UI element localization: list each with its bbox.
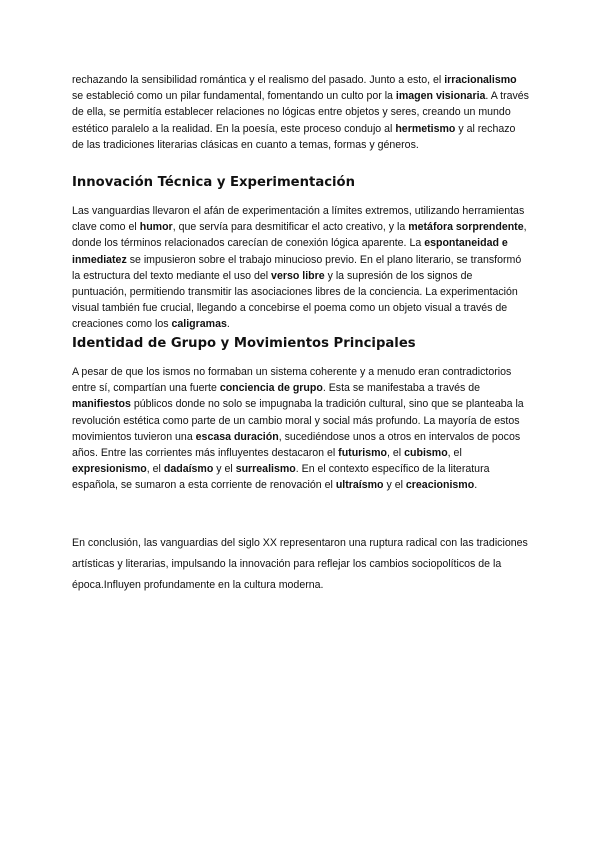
bold-term: escasa duración xyxy=(195,430,279,443)
bold-term: conciencia de grupo xyxy=(219,382,323,395)
paragraph-innovation: Las vanguardias llevaron el afán de experimentación a límites extremos, utilizando herramientas clave como el humor, que servía para desmitificar el acto creativo, y la metáfora sorprendente, donde los términos relacionados carecían de conexión lógica aparente. La espontaneidad e inmediatez se impusieron sobre el trabajo minucioso previo. En el plano literario, se transformó la estructura del texto mediante el uso del verso libre y la supresión de los signos de puntuación, permitiendo transmitir las asociaciones libres de la conciencia. La experimentación visual también fue crucial, llegando a concebirse el poema como un objeto visual a través de creaciones como los caligramas. xyxy=(72,205,527,331)
bold-term: dadaísmo xyxy=(163,463,214,476)
paragraph-intro-continuation: rechazando la sensibilidad romántica y el realismo del pasado. Junto a esto, el irracionalismo se estableció como un pilar fundamental, fomentando un culto por la imagen visionaria. A través de ella, se permitía establecer relaciones no lógicas entre objetos y seres, creando un mundo estético paralelo a la realidad. En la poesía, este proceso condujo al hermetismo y al rechazo de las tradiciones literarias clásicas en cuanto a temas, formas y géneros. xyxy=(72,74,529,151)
heading-innovation: Innovación Técnica y Experimentación xyxy=(72,175,356,190)
bold-term: irracionalismo xyxy=(444,74,517,86)
bold-term: cubismo xyxy=(404,447,448,460)
bold-term: espontaneidad e inmediatez xyxy=(72,237,508,266)
bold-term: surrealismo xyxy=(235,463,296,476)
bold-term: metáfora sorprendente xyxy=(408,221,524,234)
heading-identity: Identidad de Grupo y Movimientos Principales xyxy=(72,336,416,351)
bold-term: caligramas xyxy=(171,318,227,331)
bold-term: humor xyxy=(139,221,173,234)
bold-term: hermetismo xyxy=(395,122,456,135)
bold-term: manifiestos xyxy=(72,398,131,411)
bold-term: creacionismo xyxy=(405,479,475,492)
bold-term: verso libre xyxy=(271,269,325,282)
paragraph-conclusion: En conclusión, las vanguardias del siglo XX representaron una ruptura radical con las tradiciones artísticas y literarias, impulsando la innovación para reflejar los cambios sociopolíticos de la época.Influyen profundamente en la cultura moderna. xyxy=(72,537,528,591)
bold-term: imagen visionaria xyxy=(395,90,486,103)
bold-term: ultraísmo xyxy=(335,479,384,492)
bold-term: futurismo xyxy=(338,447,388,460)
bold-term: expresionismo xyxy=(72,463,147,476)
paragraph-identity: A pesar de que los ismos no formaban un sistema coherente y a menudo eran contradictorios entre sí, compartían una fuerte conciencia de grupo. Esta se manifestaba a través de manifiestos públicos donde no solo se impugnaba la tradición cultural, sino que se planteaba la revolución estética como parte de un cambio moral y social más profundo. La mayoría de estos movimientos tuvieron una escasa duración, sucediéndose unos a otros en intervalos de pocos años. Entre las corrientes más influyentes destacaron el futurismo, el cubismo, el expresionismo, el dadaísmo y el surrealismo. En el contexto específico de la literatura española, se sumaron a esta corriente de renovación el ultraísmo y el creacionismo. xyxy=(72,366,524,492)
